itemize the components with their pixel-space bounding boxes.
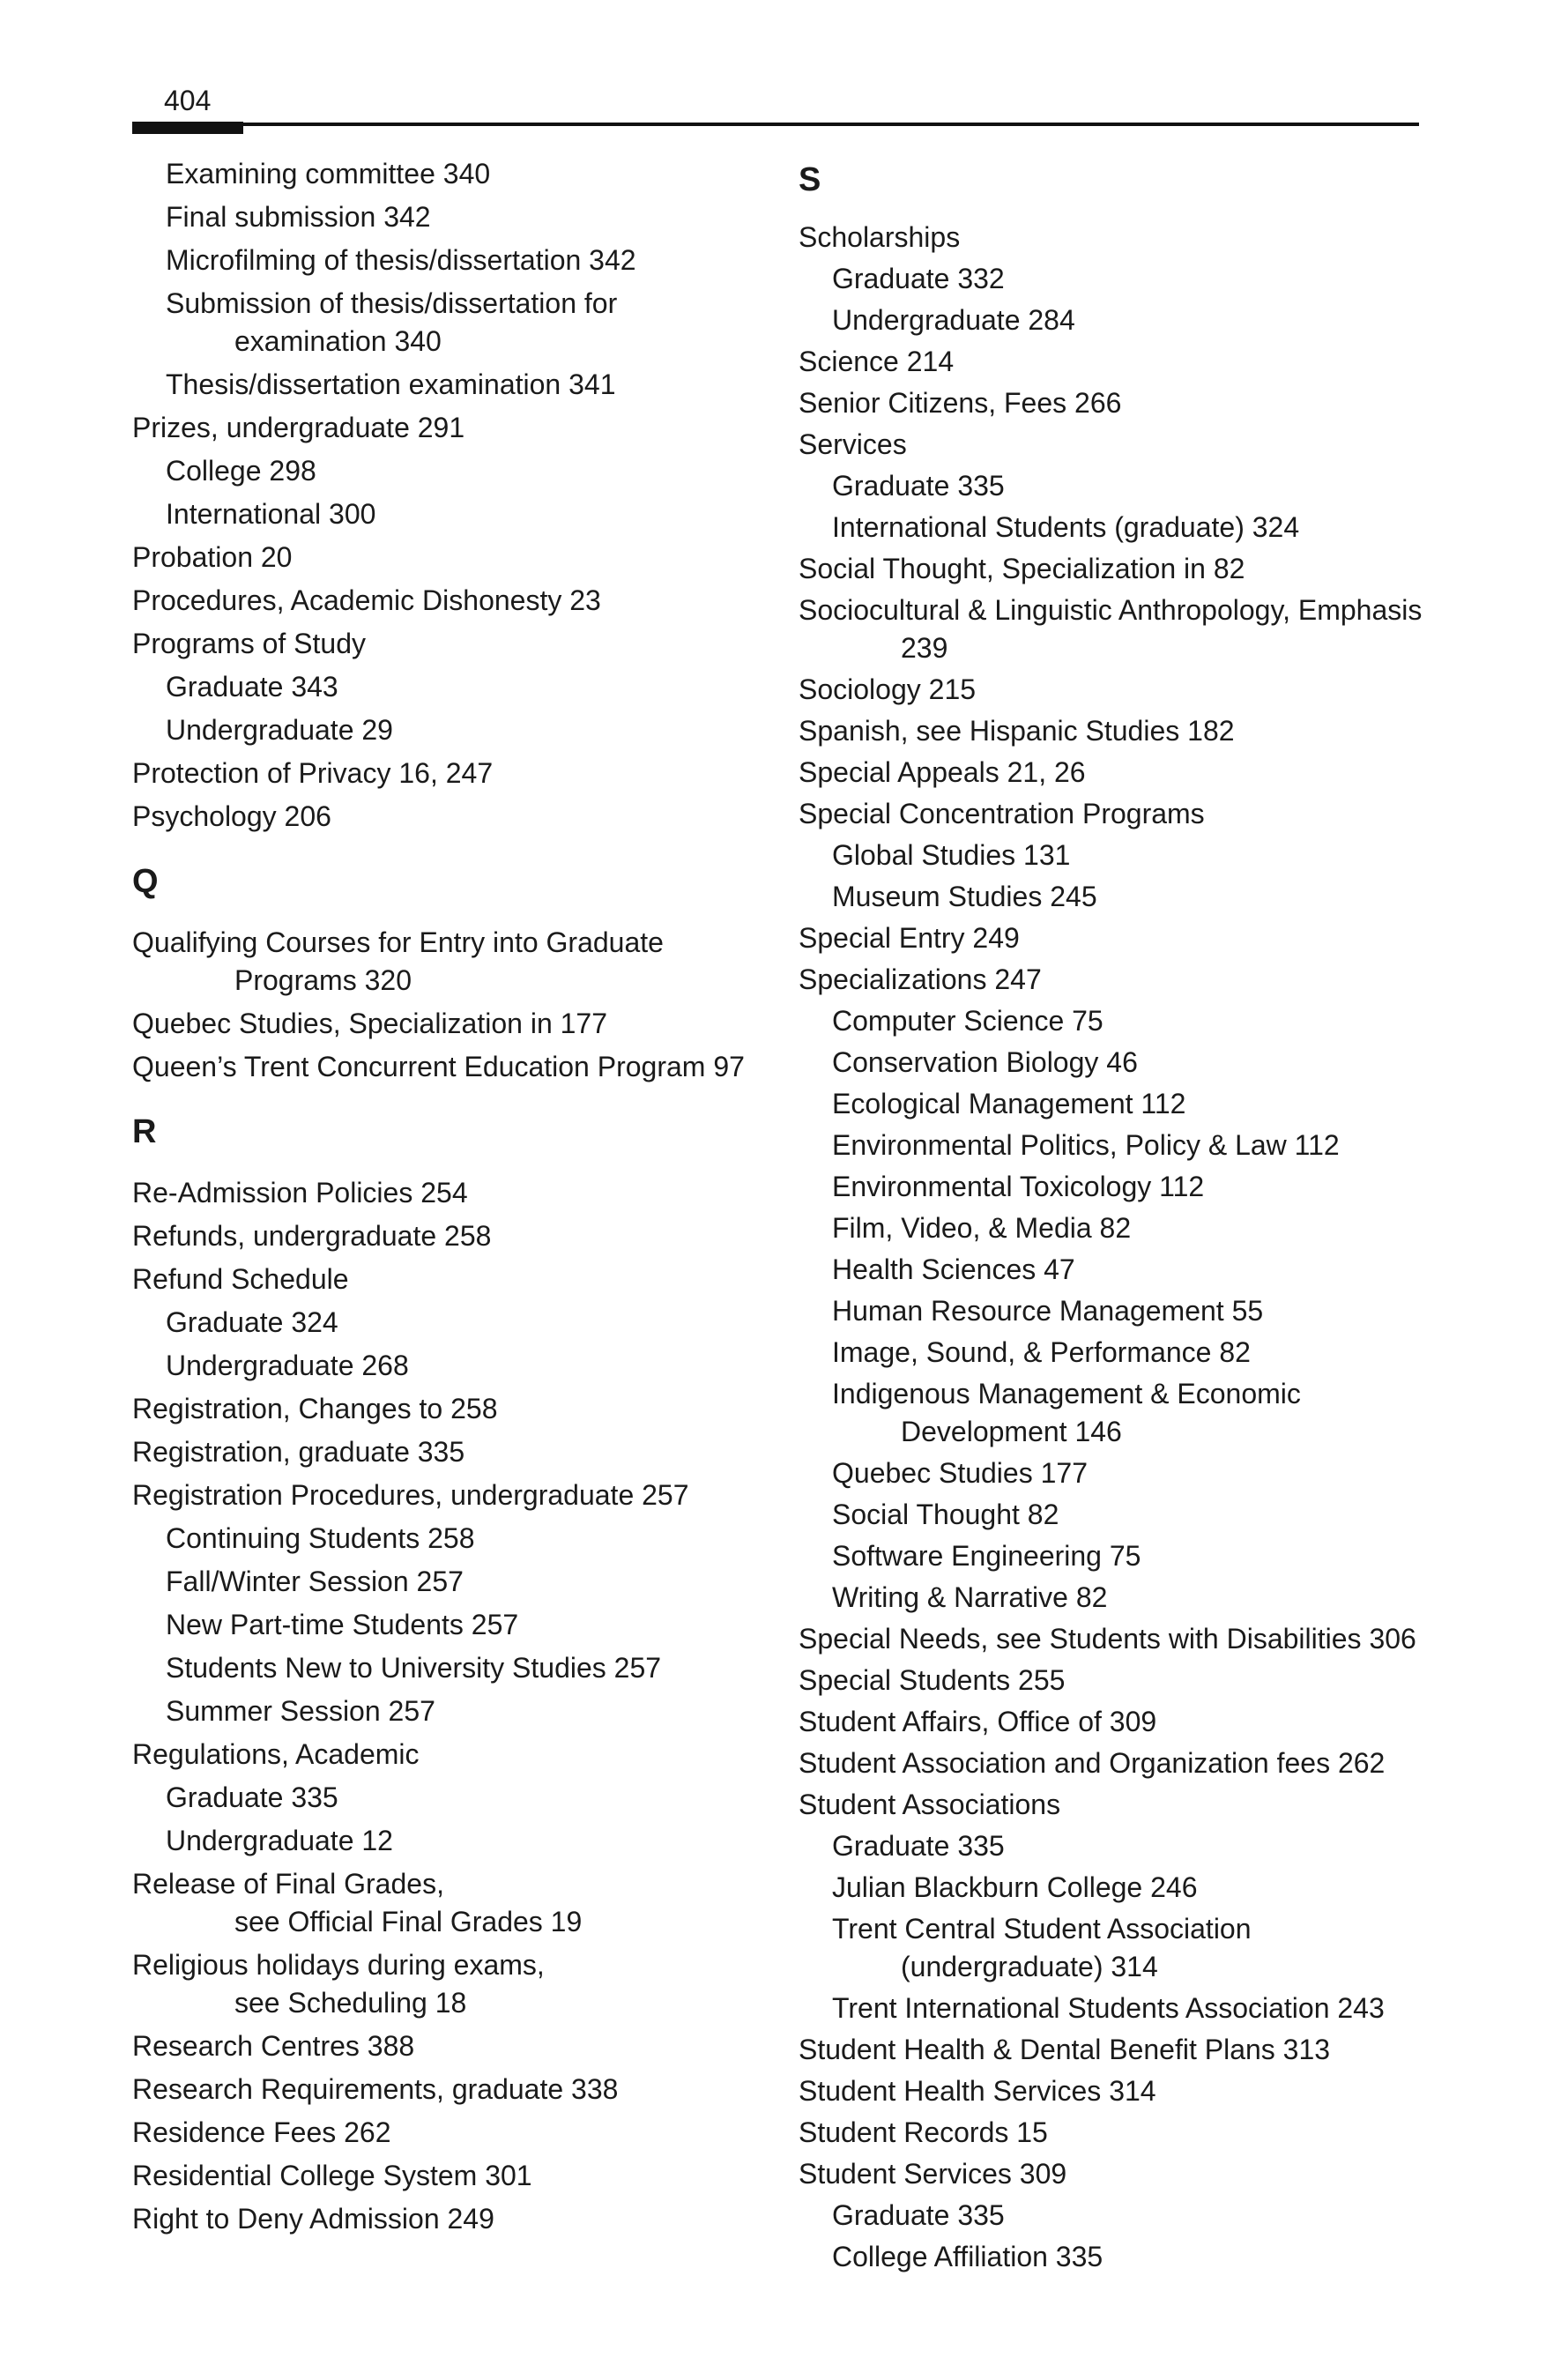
index-subentry [799,1044,1433,1082]
index-subentry [799,2238,1433,2276]
index-entry-continuation: 239 [901,632,948,664]
index-entry-text: Regulations, Academic [132,1738,420,1770]
index-entry-text: Spanish, see Hispanic Studies 182 [799,715,1235,747]
index-entry [799,426,1433,464]
index-subentry [132,285,776,361]
index-entry-text: Microfilming of thesis/dissertation 342 [166,244,636,276]
index-entry-text: Software Engineering 75 [832,1540,1141,1572]
index-entry-text: Student Health & Dental Benefit Plans 313 [799,2034,1331,2065]
index-entry-text: Protection of Privacy 16, 247 [132,757,494,789]
index-section-letter: R [132,1113,157,1150]
index-entry-continuation: see Official Final Grades 19 [234,1906,583,1937]
index-subentry [132,1304,776,1342]
index-subentry [799,260,1433,298]
header-rule [132,123,1419,126]
index-entry [132,1005,776,1043]
index-entry [132,1390,776,1428]
index-subentry [799,1209,1433,1247]
index-entry-text: Submission of thesis/dissertation for [166,287,618,319]
index-entry-text: Registration, graduate 335 [132,1436,465,1468]
index-entry-text: Environmental Toxicology 112 [832,1171,1205,1202]
index-entry-text: Quebec Studies, Specialization in 177 [132,1008,608,1039]
index-entry-text: Graduate 335 [166,1781,338,1813]
index-entry-text: International Students (graduate) 324 [832,511,1300,543]
index-subentry [799,1375,1433,1451]
index-subentry [799,1869,1433,1907]
index-entry [132,1174,776,1212]
index-entry-continuation: (undergraduate) 314 [901,1951,1158,1982]
index-entry [132,1865,776,1941]
index-entry-text: Undergraduate 268 [166,1350,409,1381]
index-subentry [132,1347,776,1385]
index-entry-text: International 300 [166,498,376,530]
index-entry-text: Procedures, Academic Dishonesty 23 [132,584,601,616]
index-entry-text: Student Services 309 [799,2158,1067,2190]
index-entry-text: Refunds, undergraduate 258 [132,1220,492,1252]
index-entry-text: Research Centres 388 [132,2030,415,2062]
index-entry-text: Right to Deny Admission 249 [132,2203,494,2235]
index-entry [799,1703,1433,1741]
index-entry [799,2031,1433,2069]
index-entry-text: Environmental Politics, Policy & Law 112 [832,1129,1340,1161]
index-entry-text: Student Records 15 [799,2116,1048,2148]
index-entry-text: Registration, Changes to 258 [132,1393,498,1424]
index-entry-text: Registration Procedures, undergraduate 257 [132,1479,689,1511]
index-entry [799,384,1433,422]
index-column-left [132,155,776,2243]
index-entry [132,798,776,836]
index-entry [799,1662,1433,1699]
index-subentry [132,711,776,749]
index-entry-text: Undergraduate 12 [166,1825,393,1856]
index-subentry [799,1292,1433,1330]
index-entry [132,2114,776,2152]
index-entry-text: Writing & Narrative 82 [832,1581,1108,1613]
index-entry [799,1786,1433,1824]
index-entry [799,671,1433,709]
index-subentry [132,1606,776,1644]
index-entry-text: Student Associations [799,1789,1061,1820]
index-entry-text: Refund Schedule [132,1263,349,1295]
index-entry [132,539,776,576]
index-entry-text: Image, Sound, & Performance 82 [832,1336,1251,1368]
index-column-right [799,155,1433,2280]
index-entry-text: Probation 20 [132,541,293,573]
index-entry-continuation: Programs 320 [234,964,412,996]
index-section-letter: S [799,161,821,198]
index-subentry [799,1579,1433,1617]
index-entry-text: Continuing Students 258 [166,1522,475,1554]
index-entry [132,409,776,447]
index-entry-text: Final submission 342 [166,201,431,233]
index-entry [132,582,776,620]
index-entry [132,755,776,792]
index-entry [799,712,1433,750]
index-subentry [799,1168,1433,1206]
index-entry-text: College 298 [166,455,316,487]
index-entry [132,1476,776,1514]
index-subentry [132,1563,776,1601]
index-entry-text: Student Association and Organization fees 262 [799,1747,1386,1779]
index-subentry [132,452,776,490]
index-entry-text: Graduate 335 [832,470,1005,502]
index-entry-text: Global Studies 131 [832,839,1071,871]
index-entry-text: Conservation Biology 46 [832,1046,1138,1078]
index-entry-text: Graduate 335 [832,2199,1005,2231]
index-entry [799,219,1433,257]
index-entry-text: Students New to University Studies 257 [166,1652,662,1684]
index-entry-text: Residence Fees 262 [132,2116,391,2148]
index-entry-text: New Part-time Students 257 [166,1609,519,1640]
index-entry-text: Senior Citizens, Fees 266 [799,387,1122,419]
index-entry-text: Religious holidays during exams, [132,1949,545,1981]
index-subentry [132,242,776,279]
index-entry-text: Summer Session 257 [166,1695,435,1727]
index-entry-text: Quebec Studies 177 [832,1457,1088,1489]
index-entry-text: Science 214 [799,346,955,377]
index-subentry [799,1251,1433,1289]
index-entry-text: Social Thought 82 [832,1499,1059,1530]
index-entry [799,2155,1433,2193]
index-entry-text: Indigenous Management & Economic [832,1378,1301,1409]
index-entry-text: Undergraduate 284 [832,304,1075,336]
index-subentry [799,509,1433,547]
index-entry-text: Julian Blackburn College 246 [832,1871,1198,1903]
index-entry-text: Special Entry 249 [799,922,1020,954]
index-subentry [799,301,1433,339]
index-subentry [799,1990,1433,2027]
index-entry-text: Trent Central Student Association [832,1913,1252,1945]
page-number: 404 [164,85,212,116]
index-entry-text: Psychology 206 [132,800,331,832]
index-entry [132,625,776,663]
index-entry-text: Examining committee 340 [166,158,491,190]
index-subentry [132,1779,776,1817]
index-entry-text: Museum Studies 245 [832,881,1097,912]
index-subentry [132,366,776,404]
index-subentry [132,155,776,193]
index-entry [799,754,1433,792]
index-subentry [799,1496,1433,1534]
index-entry-text: Special Appeals 21, 26 [799,756,1086,788]
header-rule-accent [132,122,243,134]
index-entry-text: Re-Admission Policies 254 [132,1177,468,1209]
index-subentry [132,1822,776,1860]
index-entry [799,961,1433,999]
index-entry-text: Residential College System 301 [132,2160,532,2191]
index-subentry [799,1910,1433,1986]
index-subentry [799,837,1433,874]
index-entry-text: Special Students 255 [799,1664,1066,1696]
index-entry [799,591,1433,667]
index-entry-text: Trent International Students Association 243 [832,1992,1385,2024]
index-subentry [799,1002,1433,1040]
index-entry-text: College Affiliation 335 [832,2241,1103,2272]
index-entry-text: Human Resource Management 55 [832,1295,1264,1327]
index-entry [799,550,1433,588]
index-subentry [799,1827,1433,1865]
index-entry [132,924,776,1000]
index-entry-text: Queen’s Trent Concurrent Education Program 97 [132,1051,745,1082]
index-entry-text: Student Health Services 314 [799,2075,1156,2107]
index-entry [132,2200,776,2238]
index-entry [132,1946,776,2022]
index-entry-text: Specializations 247 [799,963,1042,995]
index-subentry [799,1334,1433,1372]
index-subentry [132,668,776,706]
index-entry-text: Release of Final Grades, [132,1868,444,1900]
index-entry-text: Special Needs, see Students with Disabilities 306 [799,1623,1416,1655]
index-entry [132,2157,776,2195]
index-entry-text: Graduate 324 [166,1306,338,1338]
index-entry [799,919,1433,957]
index-entry-text: Graduate 335 [832,1830,1005,1862]
index-entry [799,1744,1433,1782]
index-entry-text: Student Affairs, Office of 309 [799,1706,1157,1737]
index-entry-text: Social Thought, Specialization in 82 [799,553,1245,584]
index-entry [132,1048,776,1086]
index-entry-text: Computer Science 75 [832,1005,1103,1037]
index-subentry [799,1537,1433,1575]
index-entry-text: Research Requirements, graduate 338 [132,2073,619,2105]
index-entry [799,795,1433,833]
index-subentry [799,2197,1433,2235]
index-subentry [132,1520,776,1558]
index-entry [132,1736,776,1774]
index-section-letter: Q [132,863,159,900]
index-subentry [799,467,1433,505]
index-entry-text: Programs of Study [132,628,366,659]
index-entry-text: Ecological Management 112 [832,1088,1186,1119]
index-entry [799,2072,1433,2110]
index-subentry [799,1085,1433,1123]
index-entry [132,1261,776,1298]
index-entry-text: Film, Video, & Media 82 [832,1212,1132,1244]
index-entry [799,343,1433,381]
index-entry [132,1433,776,1471]
index-entry-text: Graduate 343 [166,671,338,703]
index-entry-text: Scholarships [799,221,961,253]
index-entry-text: Prizes, undergraduate 291 [132,412,465,443]
index-entry-text: Thesis/dissertation examination 341 [166,368,616,400]
index-entry-continuation: examination 340 [234,325,442,357]
index-subentry [132,1692,776,1730]
index-entry-text: Undergraduate 29 [166,714,393,746]
index-entry-text: Graduate 332 [832,263,1005,294]
index-subentry [132,495,776,533]
index-entry-text: Sociocultural & Linguistic Anthropology, Emphasis [799,594,1423,626]
index-subentry [799,878,1433,916]
index-entry [799,2114,1433,2152]
index-entry-text: Fall/Winter Session 257 [166,1566,464,1597]
index-entry-text: Health Sciences 47 [832,1253,1075,1285]
index-entry [132,2027,776,2065]
index-subentry [132,1649,776,1687]
index-subentry [132,198,776,236]
index-entry-continuation: see Scheduling 18 [234,1987,467,2019]
index-entry [799,1620,1433,1658]
index-entry [132,2071,776,2109]
index-entry-text: Sociology 215 [799,673,977,705]
index-entry [132,1217,776,1255]
index-subentry [799,1127,1433,1164]
index-entry-text: Special Concentration Programs [799,798,1205,829]
index-entry-text: Services [799,428,907,460]
index-subentry [799,1454,1433,1492]
index-entry-continuation: Development 146 [901,1416,1122,1447]
index-entry-text: Qualifying Courses for Entry into Graduate [132,926,664,958]
